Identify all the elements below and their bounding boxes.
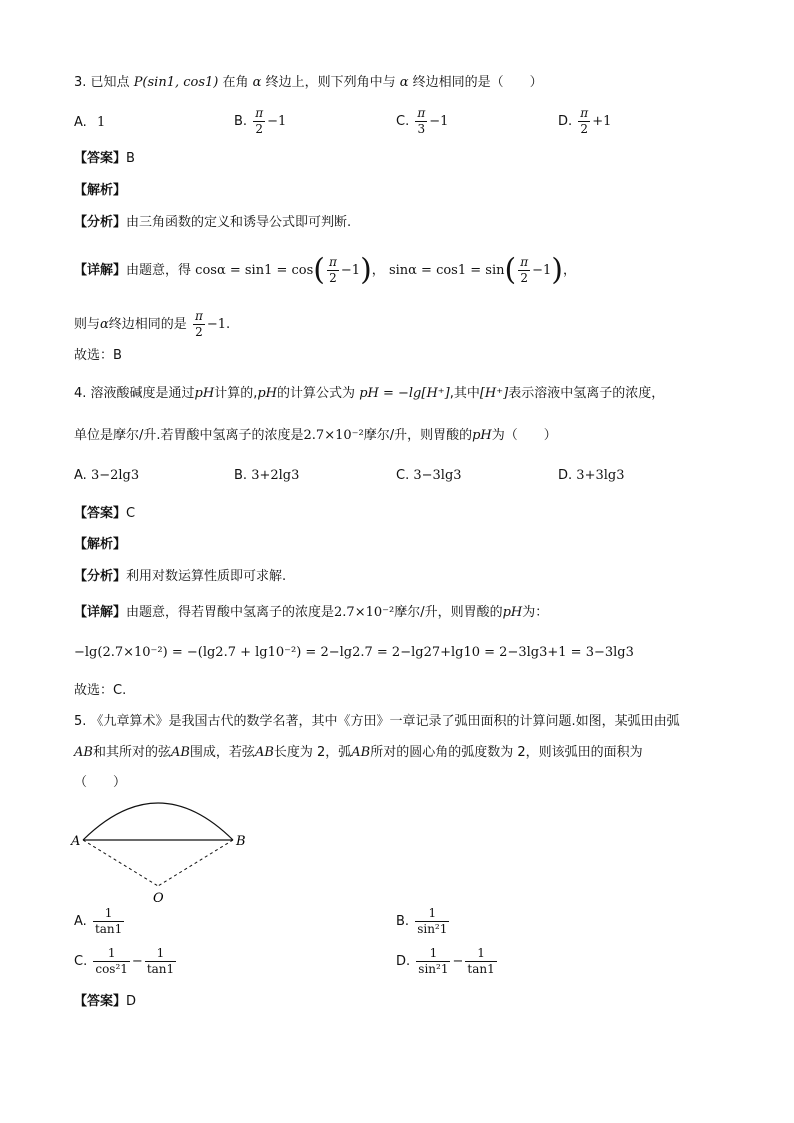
fraction-numerator: π	[329, 255, 337, 269]
fraction-numerator: π	[580, 106, 589, 120]
detail-eq2: sinα = cos1 = sin	[388, 263, 505, 278]
q5-ab-3: AB	[254, 745, 274, 760]
fraction	[327, 255, 339, 286]
fraction-numerator: π	[417, 106, 426, 120]
fraction-denominator: 2	[193, 324, 205, 340]
arc-ab	[83, 803, 233, 840]
q4-stem-line2	[74, 426, 557, 446]
fraction-denominator: 2	[578, 121, 590, 137]
option-label: B.	[234, 114, 248, 129]
fraction	[145, 946, 176, 977]
right-paren: )	[360, 252, 372, 288]
option-tail: −1	[429, 114, 449, 129]
option-value: 3+2lg3	[251, 468, 300, 483]
detail-text3: 为：	[522, 605, 549, 620]
fraction-numerator: 1	[104, 906, 113, 920]
left-paren: (	[313, 252, 326, 288]
fraction-numerator: π	[255, 106, 264, 120]
option-label: C.	[74, 954, 88, 969]
detail-text: 由题意，得	[126, 263, 192, 278]
q4-ph-4: pH	[502, 605, 523, 620]
fenxi-tag: 【分析】	[74, 569, 127, 584]
q5-text4: 长度为 2，弧	[273, 745, 352, 760]
q5-text3: 围成，若弦	[189, 745, 255, 760]
answer-value: B	[126, 151, 135, 166]
answer-value: C	[126, 506, 136, 521]
answer-value: D	[126, 994, 137, 1009]
fraction-numerator: 1	[156, 946, 165, 960]
detail-end: ，	[562, 263, 576, 278]
radius-bo	[158, 840, 233, 886]
analysis-tag: 【解析】	[74, 183, 127, 198]
q4-text7: 摩尔/升，则胃酸的	[363, 428, 473, 443]
fraction	[518, 255, 530, 286]
q4-choose	[74, 681, 126, 701]
fraction-tail: −1	[532, 263, 552, 278]
q5-answer	[74, 992, 136, 1012]
fraction-tail: −1	[340, 263, 361, 278]
minus-sign: −	[452, 954, 464, 969]
q3-option-b	[234, 106, 286, 137]
option-tail: −1	[267, 114, 287, 129]
q3-answer	[74, 149, 135, 169]
q4-text: 4. 溶液酸碱度是通过	[74, 386, 195, 401]
q4-stem-line1	[74, 384, 664, 404]
fenxi-text: 由三角函数的定义和诱导公式即可判断.	[126, 215, 352, 230]
option-value: 3−3lg3	[413, 468, 462, 483]
detail-text: 由题意，得若胃酸中氢离子的浓度是	[126, 605, 335, 620]
q4-concentration: 2.7×10⁻²	[303, 428, 364, 443]
q4-equation	[74, 643, 634, 663]
fraction	[416, 946, 450, 977]
q4-text8: 为（ ）	[491, 428, 557, 443]
fenxi-text: 利用对数运算性质即可求解.	[126, 569, 287, 584]
left-paren: (	[504, 252, 517, 288]
q4-ph-2: pH	[257, 386, 278, 401]
q5-stem-line1	[74, 712, 680, 732]
option-label: A.	[74, 914, 87, 929]
fraction	[415, 106, 427, 137]
fraction-denominator: tan1	[94, 922, 123, 936]
fraction-denominator: cos²1	[95, 962, 128, 976]
q4-text5: 表示溶液中氢离子的浓度，	[508, 386, 665, 401]
q5-text5: 所对的圆心角的弧度数为 2，则该弧田的面积为	[370, 745, 643, 760]
q5-option-b	[396, 906, 451, 937]
option-tail: +1	[592, 114, 612, 129]
radius-ao	[83, 840, 158, 886]
choose-text: 故选：B	[74, 348, 122, 363]
q4-formula: pH = −lg[H⁺]	[359, 386, 450, 401]
label-b: B	[236, 834, 246, 849]
q4-text2: 计算的,	[214, 386, 258, 401]
answer-tag: 【答案】	[74, 506, 127, 521]
fraction-denominator: sin²1	[418, 962, 449, 976]
option-value: 3+3lg3	[576, 468, 625, 483]
option-label: B.	[234, 468, 248, 483]
q4-option-d	[558, 466, 624, 486]
q5-option-a	[74, 906, 126, 937]
q5-text: 5. 《九章算术》是我国古代的数学名著，其中《方田》一章记录了弧田面积的计算问题.如图，某弧田由弧	[74, 714, 680, 729]
label-a: A	[71, 834, 81, 849]
q5-stem-line2	[74, 743, 643, 763]
q3-analysis-heading	[74, 181, 126, 201]
fraction-denominator: tan1	[467, 962, 495, 976]
q5-text2: 和其所对的弦	[92, 745, 171, 760]
fraction-denominator: 2	[253, 121, 265, 137]
fraction	[93, 906, 124, 937]
fraction-numerator: π	[520, 255, 529, 269]
fraction-denominator: 2	[327, 270, 339, 286]
detail-eq1: cosα = sin1 = cos	[195, 263, 314, 278]
choose-text: 故选：C.	[74, 683, 127, 698]
q3-alpha-2: α	[399, 75, 409, 90]
conclusion-text: 则与	[74, 317, 101, 332]
q4-text4: ,其中	[449, 386, 480, 401]
q3-option-c	[396, 106, 448, 137]
q3-choose	[74, 346, 122, 366]
fraction	[415, 906, 449, 937]
option-value: 1	[96, 115, 106, 130]
answer-tag: 【答案】	[74, 994, 127, 1009]
q3-option-a	[74, 113, 105, 133]
answer-tag: 【答案】	[74, 151, 127, 166]
fraction-numerator: π	[194, 309, 203, 323]
q3-detail: 【详解】由题意，得 cosα = sin1 = cos( $\frac{\pi}{2}$ −1)， sinα = cos1 = sin( $\frac{\pi}{2}$ −1)，	[74, 252, 576, 288]
minus-sign: −	[131, 954, 143, 969]
option-value: 3−2lg3	[90, 468, 140, 483]
q3-stem	[74, 73, 543, 93]
fraction-denominator: tan1	[146, 962, 175, 976]
conclusion-tail: −1.	[206, 317, 231, 332]
q5-text6: （ ）	[74, 775, 127, 790]
q5-option-d	[396, 946, 499, 977]
detail-text2: 摩尔/升，则胃酸的	[394, 605, 503, 620]
detail-tag: 【详解】	[74, 605, 127, 620]
q4-analysis-heading	[74, 535, 126, 555]
q4-option-b	[234, 466, 299, 486]
option-label: B.	[396, 914, 410, 929]
option-label: D.	[396, 954, 411, 969]
q4-ph-3: pH	[472, 428, 492, 443]
q5-ab-4: AB	[351, 745, 371, 760]
q4-hplus: [H⁺]	[479, 386, 509, 401]
q3-stem-text: 3. 已知点	[74, 75, 130, 90]
fraction	[253, 106, 265, 137]
option-label: D.	[558, 468, 573, 483]
fraction	[193, 309, 205, 340]
conclusion-text2: 终边相同的是	[108, 317, 187, 332]
q4-concentration-2: 2.7×10⁻²	[334, 605, 395, 620]
q3-conclusion	[74, 309, 230, 340]
q4-detail	[74, 603, 548, 623]
fenxi-tag: 【分析】	[74, 215, 127, 230]
label-o: O	[153, 891, 164, 906]
q3-option-d	[558, 106, 611, 137]
q3-alpha-3: α	[100, 317, 109, 332]
fraction	[93, 946, 130, 977]
q4-option-a	[74, 466, 139, 486]
fraction	[465, 946, 496, 977]
q4-fenxi	[74, 567, 286, 587]
detail-tag: 【详解】	[74, 263, 127, 278]
q5-ab: AB	[74, 745, 93, 760]
q3-alpha: α	[252, 75, 262, 90]
q4-equation-text: −lg(2.7×10⁻²) = −(lg2.7 + lg10⁻²) = 2−lg2.7 = 2−lg27+lg10 = 2−3lg3+1 = 3−3lg3	[74, 645, 634, 660]
option-label: C.	[396, 114, 410, 129]
option-label: C.	[396, 468, 410, 483]
right-paren: )	[551, 252, 563, 288]
q3-stem-text3: 终边上，则下列角中与	[265, 75, 396, 90]
option-label: D.	[558, 114, 573, 129]
fraction-numerator: 1	[428, 906, 437, 920]
q5-option-c	[74, 946, 178, 977]
q5-ab-2: AB	[170, 745, 190, 760]
q5-stem-line3	[74, 773, 126, 793]
fraction-numerator: 1	[429, 946, 438, 960]
q4-text3: 的计算公式为	[277, 386, 356, 401]
q3-stem-text4: 终边相同的是（ ）	[412, 75, 543, 90]
q4-ph: pH	[194, 386, 215, 401]
fraction-denominator: 3	[415, 121, 427, 137]
q4-text6: 单位是摩尔/升.若胃酸中氢离子的浓度是	[74, 428, 304, 443]
analysis-tag: 【解析】	[74, 537, 127, 552]
q4-answer	[74, 504, 135, 524]
option-label: A.	[74, 115, 87, 130]
fraction-denominator: 2	[518, 270, 530, 286]
fraction	[578, 106, 590, 137]
fraction-numerator: 1	[477, 946, 485, 960]
fraction-denominator: sin²1	[417, 922, 448, 936]
option-label: A.	[74, 468, 87, 483]
q3-fenxi	[74, 213, 351, 233]
q3-stem-text2: 在角	[222, 75, 249, 90]
arc-field-figure	[66, 796, 266, 908]
q3-point: P(sin1, cos1)	[133, 75, 219, 90]
q4-option-c	[396, 466, 462, 486]
fraction-numerator: 1	[107, 946, 116, 960]
